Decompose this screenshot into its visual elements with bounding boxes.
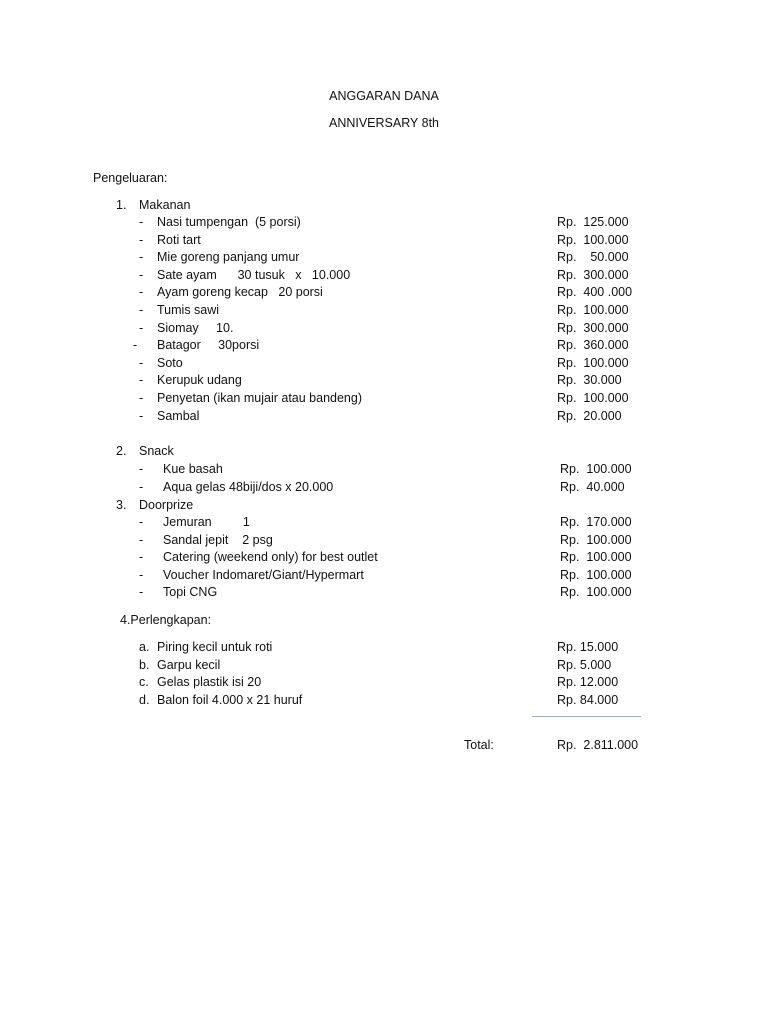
makanan-item-name: Penyetan (ikan mujair atau bandeng) xyxy=(157,391,362,405)
makanan-item-name: Mie goreng panjang umur xyxy=(157,250,300,265)
makanan-item-bullet: - xyxy=(139,303,144,317)
makanan-item-bullet: - xyxy=(133,338,138,353)
doorprize-item-bullet: - xyxy=(139,567,144,582)
doorprize-item-bullet: - xyxy=(139,515,144,529)
makanan-item-price: Rp. 100.000 xyxy=(557,391,629,405)
makanan-item-name: Tumis sawi xyxy=(157,303,220,317)
makanan-item-bullet: - xyxy=(139,232,144,247)
makanan-item-bullet: - xyxy=(139,285,144,300)
makanan-item-name: Kerupuk udang xyxy=(157,373,242,388)
perlengkapan-item-bullet: a. xyxy=(139,640,150,654)
snack-item-bullet: - xyxy=(139,480,144,494)
perlengkapan-label: 4.Perlengkapan: xyxy=(120,613,212,627)
makanan-item-name: Siomay 10. xyxy=(157,320,234,335)
perlengkapan-item-name: Balon foil 4.000 x 21 huruf xyxy=(157,692,303,707)
doorprize-item-name: Topi CNG xyxy=(163,585,218,600)
makanan-item-bullet: - xyxy=(139,215,144,229)
document-title: ANGGARAN DANA xyxy=(329,89,439,103)
makanan-item-bullet: - xyxy=(139,320,144,335)
makanan-item-price: Rp. 300.000 xyxy=(557,320,629,335)
snack-item-price: Rp. 100.000 xyxy=(560,462,632,476)
document-subtitle: ANNIVERSARY 8th xyxy=(328,116,439,130)
perlengkapan-item-bullet: c. xyxy=(139,675,149,690)
perlengkapan-item-price: Rp. 84.000 xyxy=(557,692,619,707)
section-heading: Pengeluaran: xyxy=(93,171,168,185)
perlengkapan-item-price: Rp. 15.000 xyxy=(557,640,619,654)
makanan-item-price: Rp. 50.000 xyxy=(557,250,629,265)
makanan-label: Makanan xyxy=(139,198,191,212)
makanan-item-bullet: - xyxy=(139,373,144,388)
doorprize-item-bullet: - xyxy=(139,585,144,600)
total-label: Total: xyxy=(464,738,494,752)
snack-label: Snack xyxy=(139,444,174,458)
snack-number: 2. xyxy=(116,444,127,458)
doorprize-number: 3. xyxy=(116,498,127,512)
makanan-item-bullet: - xyxy=(139,267,144,282)
doorprize-item-bullet: - xyxy=(139,550,144,565)
makanan-item-bullet: - xyxy=(139,250,144,265)
doorprize-item-price: Rp. 100.000 xyxy=(560,550,632,565)
makanan-item-price: Rp. 125.000 xyxy=(557,215,629,229)
perlengkapan-item-name: Gelas plastik isi 20 xyxy=(157,675,262,690)
makanan-item-name: Soto xyxy=(157,355,183,370)
makanan-number: 1. xyxy=(116,198,127,212)
doorprize-label: Doorprize xyxy=(139,498,194,512)
makanan-item-price: Rp. 400 .000 xyxy=(557,285,633,300)
makanan-item-price: Rp. 20.000 xyxy=(557,408,622,423)
perlengkapan-item-name: Piring kecil untuk roti xyxy=(157,640,273,654)
snack-item-name: Kue basah xyxy=(163,462,223,476)
total-value: Rp. 2.811.000 xyxy=(557,738,639,752)
makanan-item-name: Sate ayam 30 tusuk x 10.000 xyxy=(157,267,351,282)
makanan-item-name: Ayam goreng kecap 20 porsi xyxy=(157,285,323,300)
snack-item-name: Aqua gelas 48biji/dos x 20.000 xyxy=(163,480,334,494)
doorprize-item-name: Sandal jepit 2 psg xyxy=(163,532,273,547)
snack-item-bullet: - xyxy=(139,462,144,476)
makanan-item-name: Sambal xyxy=(157,408,200,423)
doorprize-item-bullet: - xyxy=(139,532,144,547)
doorprize-item-price: Rp. 100.000 xyxy=(560,585,632,600)
makanan-item-price: Rp. 300.000 xyxy=(557,267,629,282)
perlengkapan-item-name: Garpu kecil xyxy=(157,657,221,672)
doorprize-item-name: Voucher Indomaret/Giant/Hypermart xyxy=(163,567,364,582)
perlengkapan-item-price: Rp. 5.000 xyxy=(557,657,612,672)
makanan-item-bullet: - xyxy=(139,408,144,423)
makanan-item-name: Roti tart xyxy=(157,232,201,247)
makanan-item-name: Batagor 30porsi xyxy=(157,338,260,353)
total-divider xyxy=(532,716,641,717)
snack-item-price: Rp. 40.000 xyxy=(560,480,625,494)
doorprize-item-name: Jemuran 1 xyxy=(163,515,250,529)
doorprize-item-name: Catering (weekend only) for best outlet xyxy=(163,550,378,565)
makanan-item-price: Rp. 100.000 xyxy=(557,303,629,317)
doorprize-item-price: Rp. 100.000 xyxy=(560,567,632,582)
makanan-item-name: Nasi tumpengan (5 porsi) xyxy=(157,215,301,229)
makanan-item-bullet: - xyxy=(139,391,144,405)
makanan-item-price: Rp. 100.000 xyxy=(557,355,629,370)
doorprize-item-price: Rp. 100.000 xyxy=(560,532,632,547)
doorprize-item-price: Rp. 170.000 xyxy=(560,515,632,529)
perlengkapan-item-bullet: b. xyxy=(139,657,150,672)
makanan-item-price: Rp. 30.000 xyxy=(557,373,622,388)
perlengkapan-item-bullet: d. xyxy=(139,692,150,707)
makanan-item-price: Rp. 360.000 xyxy=(557,338,629,353)
perlengkapan-item-price: Rp. 12.000 xyxy=(557,675,619,690)
makanan-item-bullet: - xyxy=(139,355,144,370)
makanan-item-price: Rp. 100.000 xyxy=(557,232,629,247)
